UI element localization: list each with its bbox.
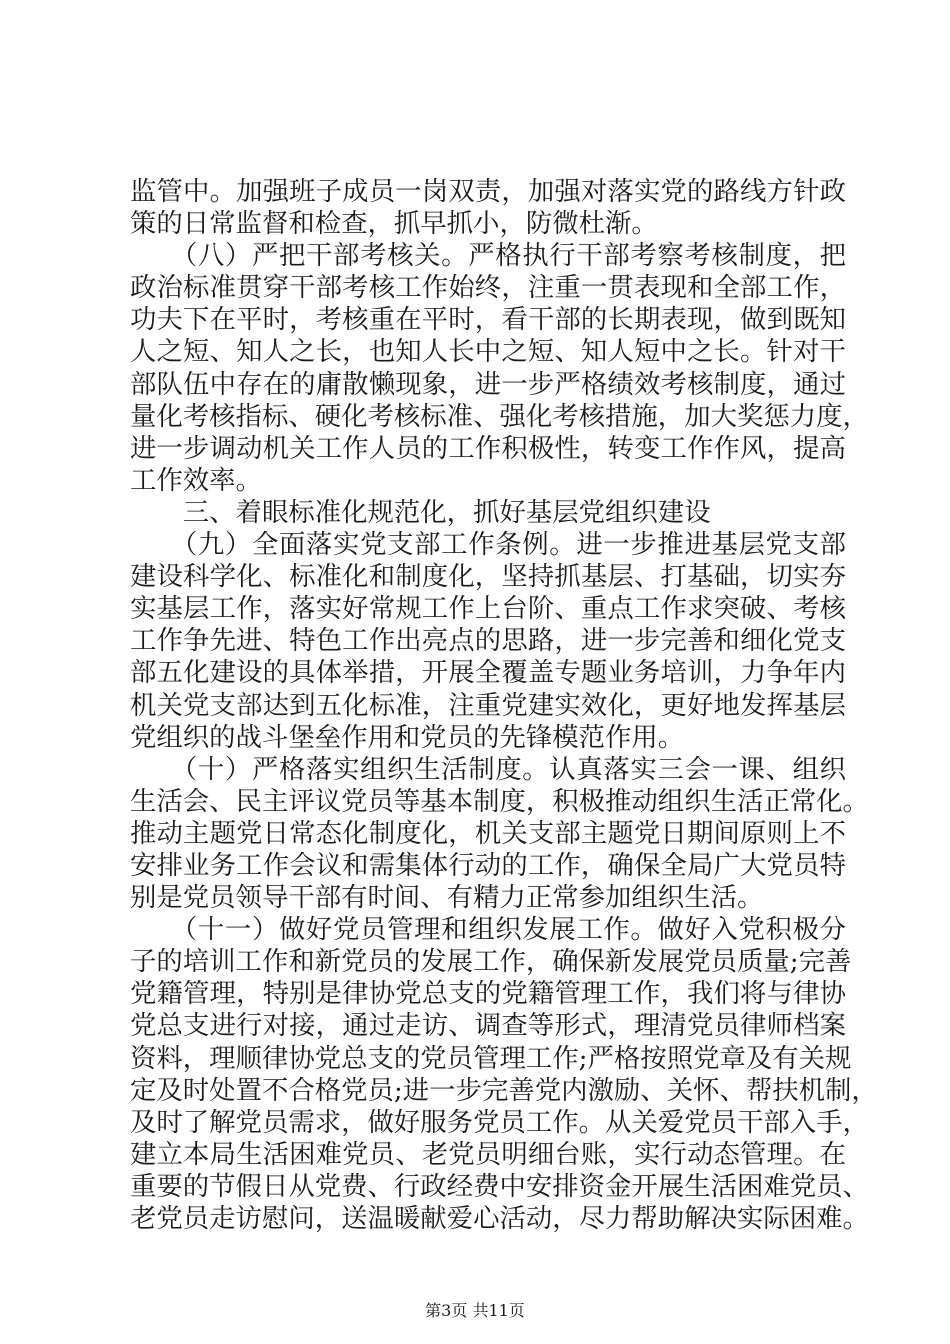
text-line: （十一）做好党员管理和组织发展工作。做好入党积极分: [130, 914, 846, 946]
text-line: 党籍管理，特别是律协党总支的党籍管理工作，我们将与律协: [130, 978, 846, 1010]
text-line: 工作效率。: [130, 464, 262, 496]
text-line: 别是党员领导干部有时间、有精力正常参加组织生活。: [130, 882, 764, 914]
text-line: 及时了解党员需求，做好服务党员工作。从关爱党员干部入手，: [130, 1106, 869, 1138]
text-line: 三、着眼标准化规范化，抓好基层党组织建设: [130, 496, 711, 528]
text-line: 监管中。加强班子成员一岗双责，加强对落实党的路线方针政: [130, 176, 846, 207]
text-line: 生活会、民主评议党员等基本制度，积极推动组织生活正常化。: [130, 785, 869, 817]
text-line: 资料，理顺律协党总支的党员管理工作;严格按照党章及有关规: [130, 1042, 852, 1074]
text-line: 子的培训工作和新党员的发展工作，确保新发展党员质量;完善: [130, 946, 852, 978]
text-line: 功夫下在平时，考核重在平时，看干部的长期表现，做到既知: [130, 304, 846, 336]
text-line: 建设科学化、标准化和制度化，坚持抓基层、打基础，切实夯: [130, 561, 846, 593]
text-line: 部队伍中存在的庸散懒现象，进一步严格绩效考核制度，通过: [130, 368, 846, 400]
text-line: 推动主题党日常态化制度化，机关支部主题党日期间原则上不: [130, 817, 846, 849]
text-line: 策的日常监督和检查，抓早抓小，防微杜渐。: [130, 208, 658, 240]
page-footer: 第3页 共11页: [425, 1301, 525, 1320]
text-line: （八）严把干部考核关。严格执行干部考察考核制度，把: [130, 240, 846, 272]
text-line: 进一步调动机关工作人员的工作积极性，转变工作作风，提高: [130, 432, 846, 464]
text-line: 党组织的战斗堡垒作用和党员的先锋模范作用。: [130, 721, 685, 753]
text-line: 建立本局生活困难党员、老党员明细台账，实行动态管理。在: [130, 1138, 846, 1170]
text-line: 重要的节假日从党费、行政经费中安排资金开展生活困难党员、: [130, 1170, 869, 1202]
text-line: （十）严格落实组织生活制度。认真落实三会一课、组织: [130, 753, 846, 785]
text-line: 政治标准贯穿干部考核工作始终，注重一贯表现和全部工作，: [130, 272, 846, 304]
text-line: 机关党支部达到五化标准，注重党建实效化，更好地发挥基层: [130, 689, 846, 721]
text-line: （九）全面落实党支部工作条例。进一步推进基层党支部: [130, 529, 846, 561]
text-line: 党总支进行对接，通过走访、调查等形式，理清党员律师档案: [130, 1010, 846, 1042]
document-body: [130, 176, 878, 1235]
text-line: 部五化建设的具体举措，开展全覆盖专题业务培训，力争年内: [130, 657, 846, 689]
text-line: 量化考核指标、硬化考核标准、强化考核措施，加大奖惩力度，: [130, 400, 869, 432]
text-line: 定及时处置不合格党员;进一步完善党内激励、关怀、帮扶机制，: [130, 1074, 878, 1106]
text-line: 实基层工作，落实好常规工作上台阶、重点工作求突破、考核: [130, 593, 846, 625]
text-line: 人之短、知人之长，也知人长中之短、知人短中之长。针对干: [130, 336, 846, 368]
text-line: 安排业务工作会议和需集体行动的工作，确保全局广大党员特: [130, 849, 846, 881]
text-line: 工作争先进、特色工作出亮点的思路，进一步完善和细化党支: [130, 625, 846, 657]
text-line: 老党员走访慰问，送温暖献爱心活动，尽力帮助解决实际困难。: [130, 1203, 869, 1234]
